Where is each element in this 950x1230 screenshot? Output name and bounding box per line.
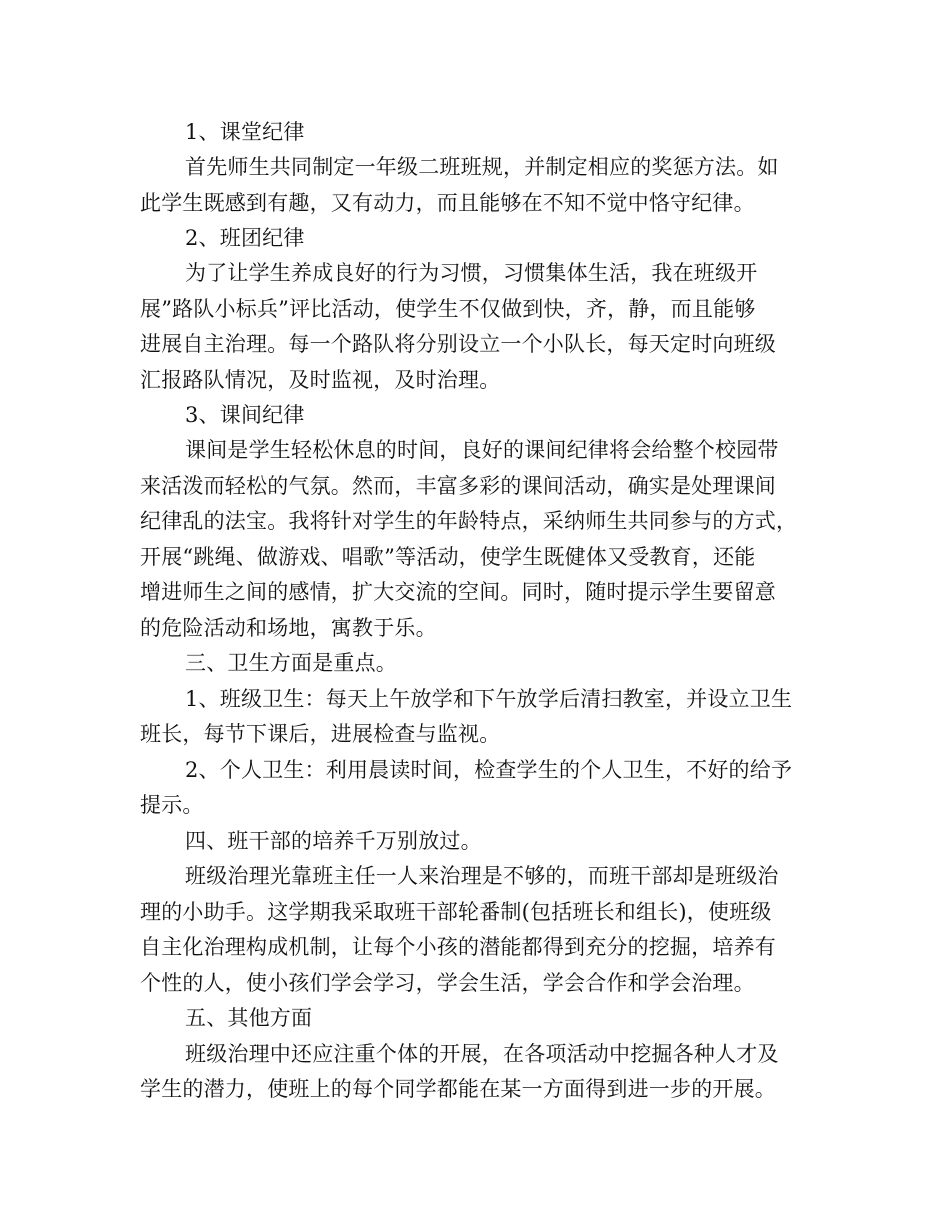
paragraph-line: 1、班级卫生：每天上午放学和下午放学后清扫教室，并设立卫生 <box>185 687 793 711</box>
paragraph-line: 个性的人，使小孩们学会学习，学会生活，学会合作和学会治理。 <box>140 971 755 995</box>
paragraph-line: 提示。 <box>140 793 204 817</box>
paragraph-line: 学生的潜力，使班上的每个同学都能在某一方面得到进一步的开展。 <box>140 1077 776 1101</box>
paragraph-line: 增进师生之间的感情，扩大交流的空间。同时，随时提示学生要留意 <box>140 580 776 604</box>
paragraph-line: 自主化治理构成机制，让每个小孩的潜能都得到充分的挖掘，培养有 <box>140 935 776 959</box>
heading-hygiene: 三、卫生方面是重点。 <box>185 651 397 675</box>
paragraph-line: 课间是学生轻松休息的时间，良好的课间纪律将会给整个校园带 <box>185 438 779 462</box>
heading-class-cadres: 四、班干部的培养千万别放过。 <box>185 829 482 853</box>
paragraph-line: 来活泼而轻松的气氛。然而，丰富多彩的课间活动，确实是处理课间 <box>140 474 776 498</box>
paragraph-line: 进展自主治理。每一个路队将分别设立一个小队长，每天定时向班级 <box>140 332 776 356</box>
paragraph-line: 开展“跳绳、做游戏、唱歌”等活动，使学生既健体又受教育，还能 <box>140 545 756 569</box>
heading-classroom-discipline: 1、课堂纪律 <box>185 120 305 144</box>
paragraph-line: 班级治理光靠班主任一人来治理是不够的，而班干部却是班级治 <box>185 864 779 888</box>
paragraph-line: 的危险活动和场地，寓教于乐。 <box>140 616 437 640</box>
paragraph-line: 纪律乱的法宝。我将针对学生的年龄特点，采纳师生共同参与的方式， <box>140 509 798 533</box>
heading-other-aspects: 五、其他方面 <box>185 1006 313 1030</box>
paragraph-line: 理的小助手。这学期我采取班干部轮番制(包括班长和组长)，使班级 <box>140 900 772 924</box>
paragraph-line: 汇报路队情况，及时监视，及时治理。 <box>140 368 501 392</box>
paragraph-line: 班级治理中还应注重个体的开展，在各项活动中挖掘各种人才及 <box>185 1042 779 1066</box>
paragraph-line: 展”路队小标兵”评比活动，使学生不仅做到快，齐，静，而且能够 <box>140 297 756 321</box>
paragraph-line: 班长，每节下课后，进展检查与监视。 <box>140 722 501 746</box>
heading-break-discipline: 3、课间纪律 <box>185 403 305 427</box>
paragraph-line: 为了让学生养成良好的行为习惯，习惯集体生活，我在班级开 <box>185 261 758 285</box>
paragraph-line: 首先师生共同制定一年级二班班规，并制定相应的奖惩方法。如 <box>185 155 779 179</box>
paragraph-line: 此学生既感到有趣，又有动力，而且能够在不知不觉中恪守纪律。 <box>140 191 755 215</box>
paragraph-line: 2、个人卫生：利用晨读时间，检查学生的个人卫生，不好的给予 <box>185 758 793 782</box>
heading-team-discipline: 2、班团纪律 <box>185 226 305 250</box>
